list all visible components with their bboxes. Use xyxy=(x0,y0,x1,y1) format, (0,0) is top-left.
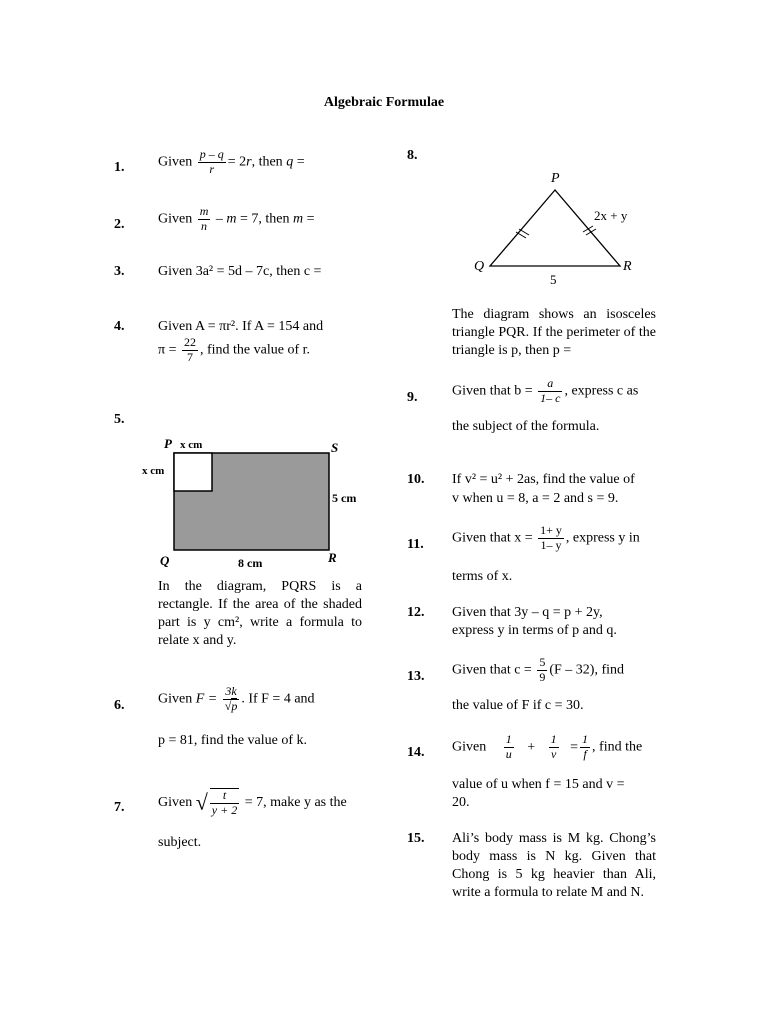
q6-line1: Given F = $\frac{3k}{√p}$ . If F = 4 and xyxy=(158,684,315,713)
q5-number: 5. xyxy=(114,412,125,427)
q14-fraction-v: $\frac{1}{v}$ xyxy=(550,732,557,761)
q6-number: 6. xyxy=(114,698,125,713)
q2-number: 2. xyxy=(114,217,125,232)
q1-text: Given $\frac{p - q}{r}$ = 2r, then q = xyxy=(158,147,305,176)
label-Q: Q xyxy=(474,259,485,274)
label-S: S xyxy=(331,440,339,455)
q6-fraction: $\frac{3k}{√p}$ xyxy=(224,684,238,713)
unshaded-square xyxy=(174,453,212,491)
q4-line2: π = $\frac{22}{7}$ , find the value of r. xyxy=(158,335,310,364)
label-base: 5 xyxy=(550,272,557,287)
q9-number: 9. xyxy=(407,390,418,405)
label-5cm: 5 cm xyxy=(332,491,357,505)
q7-line1: Given √ $\frac{t}{y + 2}$ = 7, make y as the xyxy=(158,788,347,817)
q14-line3: 20. xyxy=(452,795,470,810)
q11-fraction: $\frac{1+ y}{1- y}$ xyxy=(540,523,562,552)
q14-fraction-f: $\frac{1}{f}$ xyxy=(582,732,589,761)
q5-rectangle-diagram xyxy=(138,432,368,572)
tick-mark-left-2 xyxy=(519,229,529,235)
q1-fraction: $\frac{p - q}{r}$ xyxy=(199,147,224,176)
q9-line2: the subject of the formula. xyxy=(452,419,600,434)
q12-line2: express y in terms of p and q. xyxy=(452,623,617,638)
q6-line2: p = 81, find the value of k. xyxy=(158,733,308,748)
q5-text: In the diagram, PQRS is a rectangle. If the area of the shaded part is y cm², write a formula to relate x and y. xyxy=(158,579,362,648)
q3-number: 3. xyxy=(114,264,125,279)
q7-fraction: $\frac{t}{y + 2}$ xyxy=(211,788,238,817)
q1-number: 1. xyxy=(114,160,125,175)
q13-line2: the value of F if c = 30. xyxy=(452,698,584,713)
q14-fraction-u: $\frac{1}{u}$ xyxy=(505,732,512,761)
label-Q: Q xyxy=(160,553,170,568)
q7-line2: subject. xyxy=(158,835,202,850)
q15-number: 15. xyxy=(407,831,425,846)
q2-fraction: $\frac{m}{n}$ xyxy=(199,204,209,233)
q13-line1: Given that c = $\frac{5}{9}$ (F – 32), find xyxy=(452,655,624,684)
q7-number: 7. xyxy=(114,800,125,815)
q12-number: 12. xyxy=(407,605,425,620)
q10-number: 10. xyxy=(407,472,425,487)
q10-line1: If v² = u² + 2as, find the value of xyxy=(452,472,635,487)
q8-number: 8. xyxy=(407,148,418,163)
q15-text: Ali’s body mass is M kg. Chong’s body mass is N kg. Given that Chong is 5 kg heavier than Ali, write a formula to relate M and N. xyxy=(452,831,656,900)
q13-number: 13. xyxy=(407,669,425,684)
q14-number: 14. xyxy=(407,745,425,760)
page-title: Algebraic Formulae xyxy=(323,95,445,110)
tick-mark-right-2 xyxy=(586,229,596,235)
label-R: R xyxy=(328,550,337,565)
q8-text: The diagram shows an isosceles triangle PQR. If the perimeter of the triangle is p, then p = xyxy=(452,307,656,358)
q12-line1: Given that 3y – q = p + 2y, xyxy=(452,605,603,620)
q3-text: Given 3a² = 5d – 7c, then c = xyxy=(158,264,322,279)
q9-line1: Given that b = $\frac{a}{1- c}$ , express c as xyxy=(452,376,639,405)
q8-triangle-diagram xyxy=(460,162,660,292)
label-P: P xyxy=(164,436,172,451)
tick-mark-right-1 xyxy=(583,226,593,232)
q4-fraction: $\frac{22}{7}$ xyxy=(183,335,196,364)
q11-line1: Given that x = $\frac{1+ y}{1- y}$ , express y in xyxy=(452,523,640,552)
label-top-xcm: x cm xyxy=(180,439,203,451)
q9-fraction: $\frac{a}{1- c}$ xyxy=(540,376,561,405)
q4-number: 4. xyxy=(114,319,125,334)
q14-line2: value of u when f = 15 and v = xyxy=(452,777,625,792)
q4-line1: Given A = πr². If A = 154 and xyxy=(158,319,324,334)
label-R: R xyxy=(623,259,632,274)
tick-mark-left-1 xyxy=(516,232,526,238)
label-P: P xyxy=(551,171,560,186)
q13-fraction: $\frac{5}{9}$ xyxy=(539,655,546,684)
q14-line1: Given $\frac{1}{u}$ + $\frac{1}{v}$ = $\frac{1}{f}$ , find the xyxy=(452,732,643,761)
q11-number: 11. xyxy=(407,537,424,552)
q10-line2: v when u = 8, a = 2 and s = 9. xyxy=(452,491,619,506)
label-left-xcm: x cm xyxy=(142,465,165,477)
label-8cm: 8 cm xyxy=(238,556,263,570)
triangle-PQR xyxy=(490,190,620,266)
q2-text: Given $\frac{m}{n}$ – m = 7, then m = xyxy=(158,204,315,233)
label-side: 2x + y xyxy=(594,208,628,223)
q11-line2: terms of x. xyxy=(452,569,513,584)
